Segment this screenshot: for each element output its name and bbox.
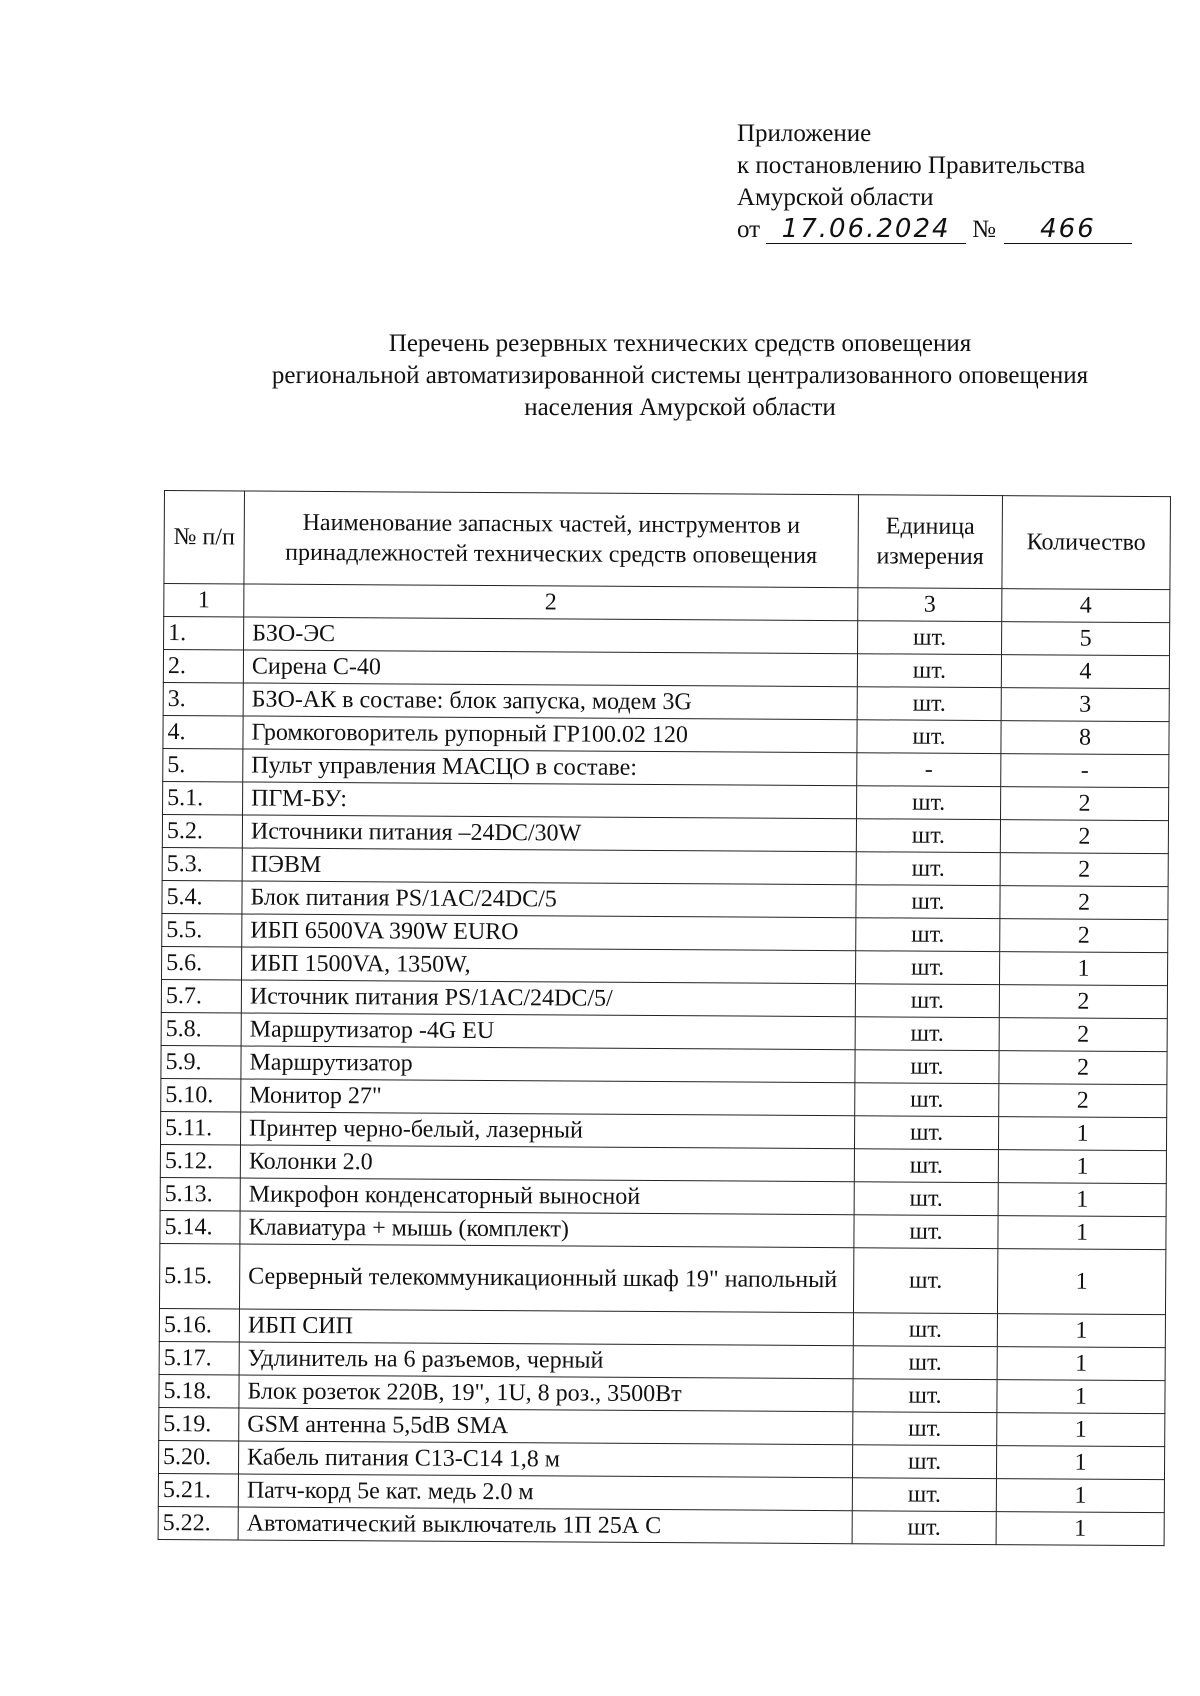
row-unit: шт. xyxy=(855,1083,999,1117)
appendix-number: 466 xyxy=(1004,215,1132,244)
column-number: 3 xyxy=(858,588,1002,622)
appendix-title: Приложение xyxy=(737,120,872,147)
title-line-3: населения Амурской области xyxy=(524,394,836,421)
row-unit: шт. xyxy=(854,1149,998,1183)
row-name: Принтер черно-белый, лазерный xyxy=(241,1112,855,1149)
row-number: 5.1. xyxy=(163,781,243,814)
row-qty: 2 xyxy=(1000,820,1168,854)
row-number: 5.13. xyxy=(160,1177,240,1210)
row-number: 5.16. xyxy=(159,1308,239,1341)
row-qty: 5 xyxy=(1002,622,1170,656)
row-name: Удлинитель на 6 разъемов, черный xyxy=(239,1342,853,1379)
row-unit: шт. xyxy=(857,786,1001,820)
row-qty: 1 xyxy=(997,1347,1165,1381)
row-unit: шт. xyxy=(858,621,1002,655)
row-unit: шт. xyxy=(852,1445,996,1479)
row-unit: шт. xyxy=(856,918,1000,952)
row-name: Маршрутизатор xyxy=(241,1046,855,1083)
row-name: GSM антенна 5,5dB SMA xyxy=(239,1408,853,1445)
row-unit: шт. xyxy=(856,819,1000,853)
column-number: 1 xyxy=(164,584,244,617)
row-number: 5.19. xyxy=(159,1407,239,1440)
row-qty: 1 xyxy=(998,1150,1166,1184)
row-qty: 1 xyxy=(997,1413,1165,1447)
row-unit: шт. xyxy=(853,1412,997,1446)
appendix-region: Амурской области xyxy=(737,184,934,211)
row-number: 5.22. xyxy=(158,1506,238,1539)
header-name: Наименование запасных частей, инструментов и принадлежностей технических средств оповещения xyxy=(244,491,859,588)
row-qty: 2 xyxy=(1000,919,1168,953)
row-name: Монитор 27" xyxy=(241,1079,855,1116)
row-number: 1. xyxy=(164,617,244,650)
row-number: 3. xyxy=(163,682,243,715)
header-num: № п/п xyxy=(164,491,245,584)
row-qty: 2 xyxy=(999,1084,1167,1118)
row-qty: 1 xyxy=(996,1479,1164,1513)
row-unit: шт. xyxy=(854,1116,998,1150)
row-qty: 3 xyxy=(1001,688,1169,722)
row-name: Серверный телекоммуникационный шкаф 19" напольный xyxy=(239,1244,853,1313)
row-number: 5.11. xyxy=(161,1111,241,1144)
row-unit: шт. xyxy=(855,1017,999,1051)
row-qty: 2 xyxy=(1000,853,1168,887)
row-qty: 2 xyxy=(999,985,1167,1019)
row-unit: шт. xyxy=(855,984,999,1018)
row-unit: шт. xyxy=(857,687,1001,721)
row-name: Кабель питания C13-C14 1,8 м xyxy=(238,1441,852,1478)
row-name: ИБП 6500VA 390W EURO xyxy=(242,914,856,951)
row-qty: 1 xyxy=(997,1249,1165,1315)
row-name: ИБП СИП xyxy=(239,1309,853,1346)
row-name: Автоматический выключатель 1П 25А С xyxy=(238,1507,852,1544)
row-name: Источник питания PS/1AC/24DC/5/ xyxy=(241,980,855,1017)
row-name: Клавиатура + мышь (комплект) xyxy=(240,1211,854,1248)
row-number: 5.18. xyxy=(159,1374,239,1407)
row-number: 5.6. xyxy=(162,946,242,979)
row-qty: 1 xyxy=(999,952,1167,986)
title-line-2: региональной автоматизированной системы централизованного оповещения xyxy=(271,362,1089,389)
table-row xyxy=(160,1243,1166,1314)
row-unit: шт. xyxy=(853,1248,997,1314)
row-unit: шт. xyxy=(856,852,1000,886)
row-qty: 8 xyxy=(1001,721,1169,755)
row-number: 5.3. xyxy=(162,847,242,880)
table-row xyxy=(158,1506,1164,1545)
appendix-block xyxy=(737,118,1157,246)
appendix-date-line xyxy=(737,214,1157,246)
row-qty: 1 xyxy=(996,1446,1164,1480)
row-name: ИБП 1500VA, 1350W, xyxy=(242,947,856,984)
row-qty: 1 xyxy=(997,1380,1165,1414)
row-number: 5.14. xyxy=(160,1210,240,1243)
row-qty: 1 xyxy=(997,1314,1165,1348)
row-unit: шт. xyxy=(852,1478,996,1512)
row-number: 5.2. xyxy=(162,814,242,847)
row-unit: - xyxy=(857,753,1001,787)
row-name: Блок питания PS/1AC/24DC/5 xyxy=(242,881,856,918)
row-number: 5.4. xyxy=(162,880,242,913)
row-unit: шт. xyxy=(854,1182,998,1216)
column-number: 4 xyxy=(1002,589,1170,623)
column-number: 2 xyxy=(244,584,858,621)
row-unit: шт. xyxy=(853,1313,997,1347)
row-qty: 1 xyxy=(996,1512,1164,1546)
row-number: 5.20. xyxy=(158,1440,238,1473)
row-unit: шт. xyxy=(856,885,1000,919)
row-name: Маршрутизатор -4G EU xyxy=(241,1013,855,1050)
row-name: ПЭВМ xyxy=(242,848,856,885)
row-name: Сирена С-40 xyxy=(243,650,857,687)
row-number: 5.7. xyxy=(161,979,241,1012)
document-title xyxy=(160,328,1200,424)
equipment-table xyxy=(158,490,1171,1546)
row-unit: шт. xyxy=(855,951,999,985)
row-unit: шт. xyxy=(854,1215,998,1249)
row-name: Микрофон конденсаторный выносной xyxy=(240,1178,854,1215)
row-name: БЗО-ЭС xyxy=(244,617,858,654)
row-name: Патч-корд 5е кат. медь 2.0 м xyxy=(238,1474,852,1511)
row-name: ПГМ-БУ: xyxy=(243,782,857,819)
row-name: Громкоговоритель рупорный ГР100.02 120 xyxy=(243,716,857,753)
row-number: 5.15. xyxy=(160,1243,240,1308)
table-header-row xyxy=(164,491,1171,590)
header-unit: Единица измерения xyxy=(858,495,1003,589)
title-line-1: Перечень резервных технических средств оповещения xyxy=(388,330,972,357)
row-qty: 1 xyxy=(998,1216,1166,1250)
row-unit: шт. xyxy=(853,1379,997,1413)
appendix-number-label: № xyxy=(972,216,996,243)
appendix-from-label: от xyxy=(737,216,761,243)
appendix-date: 17.06.2024 xyxy=(766,215,966,244)
row-qty: 2 xyxy=(999,1018,1167,1052)
row-number: 5.21. xyxy=(158,1473,238,1506)
row-qty: 2 xyxy=(1000,886,1168,920)
row-number: 5.8. xyxy=(161,1012,241,1045)
row-qty: 2 xyxy=(999,1051,1167,1085)
row-name: БЗО-АК в составе: блок запуска, модем 3G xyxy=(243,683,857,720)
row-unit: шт. xyxy=(857,720,1001,754)
row-number: 5.12. xyxy=(160,1144,240,1177)
row-qty: 2 xyxy=(1001,787,1169,821)
row-number: 5. xyxy=(163,748,243,781)
row-name: Источники питания –24DC/30W xyxy=(242,815,856,852)
row-number: 4. xyxy=(163,715,243,748)
row-unit: шт. xyxy=(857,654,1001,688)
row-name: Пульт управления МАСЦО в составе: xyxy=(243,749,857,786)
header-qty: Количество xyxy=(1002,496,1171,590)
row-qty: - xyxy=(1001,754,1169,788)
appendix-resolution: к постановлению Правительства xyxy=(737,152,1086,179)
row-qty: 4 xyxy=(1001,655,1169,689)
row-qty: 1 xyxy=(998,1117,1166,1151)
row-number: 5.10. xyxy=(161,1078,241,1111)
row-name: Колонки 2.0 xyxy=(240,1145,854,1182)
row-number: 5.5. xyxy=(162,913,242,946)
row-unit: шт. xyxy=(855,1050,999,1084)
row-unit: шт. xyxy=(853,1346,997,1380)
row-number: 5.9. xyxy=(161,1045,241,1078)
row-number: 2. xyxy=(163,650,243,683)
row-number: 5.17. xyxy=(159,1341,239,1374)
row-name: Блок розеток 220В, 19", 1U, 8 роз., 3500Вт xyxy=(239,1375,853,1412)
row-unit: шт. xyxy=(852,1511,996,1545)
row-qty: 1 xyxy=(998,1183,1166,1217)
